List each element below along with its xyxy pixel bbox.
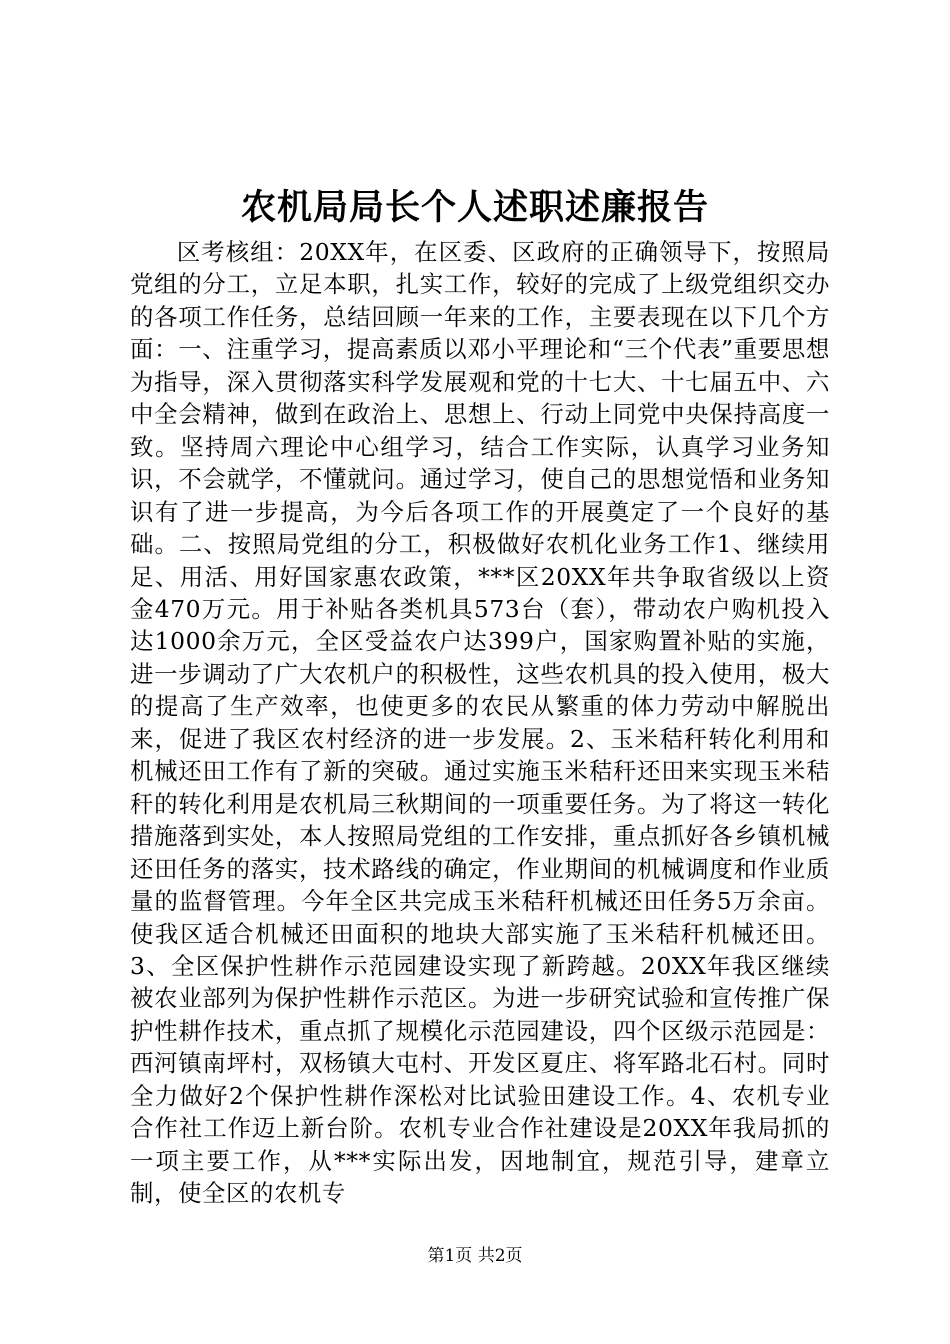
document-title: 农机局局长个人述职述廉报告 (240, 187, 709, 228)
document-body-paragraph: 区考核组：20XX年，在区委、区政府的正确领导下，按照局党组的分工，立足本职，扎实工作，较好的完成了上级党组织交办的各项工作任务，总结回顾一年来的工作，主要表现在以下几个方面：一、注重学习，提高素质以邓小平理论和“三个代表”重要思想为指导，深入贯彻落实科学发展观和党的十七大、十七届五中、六中全会精神，做到在政治上、思想上、行动上同党中央保持高度一致。坚持周六理论中心组学习，结合工作实际，认真学习业务知识，不会就学，不懂就问。通过学习，使自己的思想觉悟和业务知识有了进一步提高，为今后各项工作的开展奠定了一个良好的基础。二、按照局党组的分工，积极做好农机化业务工作1、继续用足、用活、用好国家惠农政策，***区20XX年共争取省级以上资金470万元。用于补贴各类机具573台（套），带动农户购机投入达1000余万元，全区受益农户达399户，国家购置补贴的实施，进一步调动了广大农机户的积极性，这些农机具的投入使用，极大的提高了生产效率，也使更多的农民从繁重的体力劳动中解脱出来，促进了我区农村经济的进一步发展。2、玉米秸秆转化利用和机械还田工作有了新的突破。通过实施玉米秸秆还田来实现玉米秸秆的转化利用是农机局三秋期间的一项重要任务。为了将这一转化措施落到实处，本人按照局党组的工作安排，重点抓好各乡镇机械还田任务的落实，技术路线的确定，作业期间的机械调度和作业质量的监督管理。今年全区共完成玉米秸秆机械还田任务5万余亩。使我区适合机械还田面积的地块大部实施了玉米秸秆机械还田。3、全区保护性耕作示范园建设实现了新跨越。20XX年我区继续被农业部列为保护性耕作示范区。为进一步研究试验和宣传推广保护性耕作技术，重点抓了规模化示范园建设，四个区级示范园是：西河镇南坪村，双杨镇大屯村、开发区夏庄、将军路北石村。同时全力做好2个保护性耕作深松对比试验田建设工作。4、农机专业合作社工作迈上新台阶。农机专业合作社建设是20XX年我局抓的一项主要工作，从***实际出发，因地制宜，规范引导，建章立制，使全区的农机专 (130, 238, 830, 1208)
page-number-footer: 第1页 共2页 (427, 1246, 523, 1266)
